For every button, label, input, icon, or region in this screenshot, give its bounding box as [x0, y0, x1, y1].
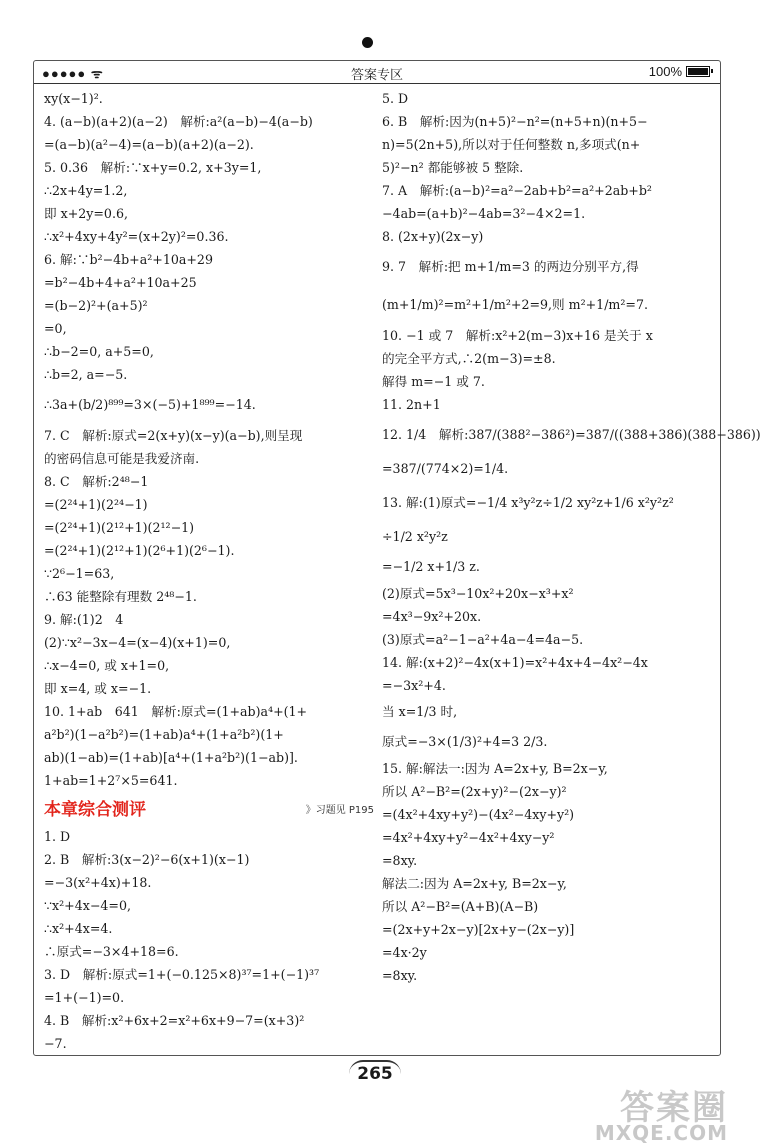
answer-line: 5. D: [382, 91, 409, 106]
signal-wifi-icon: ●●●●● ᯤ: [42, 66, 104, 81]
answer-line: ∵x²+4x−4=0,: [44, 898, 131, 913]
answer-line: 的密码信息可能是我爱济南.: [44, 451, 200, 466]
answer-line: =(2x+y+2x−y)[2x+y−(2x−y)]: [382, 922, 575, 937]
answer-line: ÷1/2 x²y²z: [382, 529, 448, 544]
answer-line: ∴b−2=0, a+5=0,: [44, 344, 154, 359]
answer-line: 6. 解:∵b²−4b+a²+10a+29: [44, 252, 213, 267]
answer-line: 15. 解:解法一:因为 A=2x+y, B=2x−y,: [382, 761, 608, 776]
answer-line: ab)(1−ab)=(1+ab)[a⁴+(1+a²b²)(1−ab)].: [44, 750, 298, 765]
answer-line: 9. 解:(1)2 4: [44, 612, 124, 627]
answer-line: 7. C 解析:原式=2(x+y)(x−y)(a−b),则呈现: [44, 428, 303, 443]
page-number-text: 265: [349, 1060, 401, 1086]
answer-line: 5)²−n² 都能够被 5 整除.: [382, 160, 524, 175]
answer-line: 6. B 解析:因为(n+5)²−n²=(n+5+n)(n+5−: [382, 114, 648, 129]
answer-line: ∴x−4=0, 或 x+1=0,: [44, 658, 170, 673]
answer-line: 所以 A²−B²=(2x+y)²−(2x−y)²: [382, 784, 567, 799]
answer-line: 原式=−3×(1/3)²+4=3 2/3.: [382, 734, 548, 749]
answer-line: 10. −1 或 7 解析:x²+2(m−3)x+16 是关于 x: [382, 328, 653, 343]
answer-line: 11. 2n+1: [382, 397, 441, 412]
status-title: 答案专区: [350, 67, 403, 82]
answer-line: =0,: [44, 321, 67, 336]
watermark-logo: [595, 1080, 728, 1145]
camera-dot: [362, 37, 373, 48]
answer-line: ∴2x+4y=1.2,: [44, 183, 128, 198]
answer-line: n)=5(2n+5),所以对于任何整数 n,多项式(n+: [382, 137, 641, 152]
watermark-line1: 答案圈: [620, 1088, 728, 1128]
answer-line: ∴x²+4x=4.: [44, 921, 113, 936]
answer-line: ∴63 能整除有理数 2⁴⁸−1.: [44, 589, 197, 604]
answer-line: =8xy.: [382, 853, 418, 868]
answer-line: 8. (2x+y)(2x−y): [382, 229, 484, 244]
answer-line: ∵2⁶−1=63,: [44, 566, 115, 581]
answer-line: =−3(x²+4x)+18.: [44, 875, 152, 890]
section-title: 本章综合测评: [44, 800, 146, 820]
answer-line: −7.: [44, 1036, 67, 1051]
answer-line: 解得 m=−1 或 7.: [382, 374, 485, 389]
answer-line: 所以 A²−B²=(A+B)(A−B): [382, 899, 539, 914]
answer-line: (2)原式=5x³−10x²+20x−x³+x²: [382, 586, 574, 601]
answer-line: =4x³−9x²+20x.: [382, 609, 482, 624]
answer-line: 的完全平方式,∴2(m−3)=±8.: [382, 351, 556, 366]
answer-line: (m+1/m)²=m²+1/m²+2=9,则 m²+1/m²=7.: [382, 297, 648, 312]
right-answer-column: [382, 87, 761, 987]
answer-line: ∴x²+4xy+4y²=(x+2y)²=0.36.: [44, 229, 229, 244]
answer-line: ∴b=2, a=−5.: [44, 367, 128, 382]
answer-line: 10. 1+ab 641 解析:原式=(1+ab)a⁴+(1+: [44, 704, 308, 719]
answer-line: 9. 7 解析:把 m+1/m=3 的两边分别平方,得: [382, 259, 639, 274]
answer-line: 即 x+2y=0.6,: [44, 206, 128, 221]
answer-line: xy(x−1)².: [44, 91, 103, 106]
answer-line: 即 x=4, 或 x=−1.: [44, 681, 152, 696]
answer-line: 4. B 解析:x²+6x+2=x²+6x+9−7=(x+3)²: [44, 1013, 305, 1028]
battery-icon: [686, 66, 710, 77]
answer-line: 13. 解:(1)原式=−1/4 x³y²z÷1/2 xy²z+1/6 x²y²z²: [382, 495, 674, 510]
answer-line: =(2²⁴+1)(2²⁴−1): [44, 497, 148, 512]
answer-line: =(2²⁴+1)(2¹²+1)(2¹²−1): [44, 520, 195, 535]
battery-percent: 100%: [648, 64, 682, 79]
answer-line: 4. (a−b)(a+2)(a−2) 解析:a²(a−b)−4(a−b): [44, 114, 313, 129]
answer-line: 1+ab=1+2⁷×5=641.: [44, 773, 178, 788]
answer-line: 5. 0.36 解析:∵x+y=0.2, x+3y=1,: [44, 160, 262, 175]
answer-line: =(4x²+4xy+y²)−(4x²−4xy+y²): [382, 807, 575, 822]
answer-line: 1. D: [44, 829, 71, 844]
watermark-line2: MXQE.COM: [594, 1121, 728, 1145]
exercise-page-ref: 》习题见 P195: [305, 805, 374, 816]
answer-line: =4x·2y: [382, 945, 427, 960]
battery-indicator: [649, 64, 710, 79]
answer-line: 解法二:因为 A=2x+y, B=2x−y,: [382, 876, 567, 891]
answer-line: =−3x²+4.: [382, 678, 446, 693]
answer-line: ∴原式=−3×4+18=6.: [44, 944, 179, 959]
answer-line: a²b²)(1−a²b²)=(1+ab)a⁴+(1+a²b²)(1+: [44, 727, 284, 742]
chapter-test-answers: [44, 825, 374, 1055]
answer-line: (2)∵x²−3x−4=(x−4)(x+1)=0,: [44, 635, 231, 650]
answer-line: ∴3a+(b/2)⁸⁹⁹=3×(−5)+1⁸⁹⁹=−14.: [44, 397, 256, 412]
answer-line: 2. B 解析:3(x−2)²−6(x+1)(x−1): [44, 852, 250, 867]
answer-line: 12. 1/4 解析:387/(388²−386²)=387/((388+386)(388−386)): [382, 427, 761, 442]
answer-line: 14. 解:(x+2)²−4x(x+1)=x²+4x+4−4x²−4x: [382, 655, 648, 670]
chapter-test-header: [44, 795, 374, 823]
answer-line: =(a−b)(a²−4)=(a−b)(a+2)(a−2).: [44, 137, 254, 152]
answer-line: =(2²⁴+1)(2¹²+1)(2⁶+1)(2⁶−1).: [44, 543, 235, 558]
answer-line: =387/(774×2)=1/4.: [382, 461, 509, 476]
answer-line: =−1/2 x+1/3 z.: [382, 559, 480, 574]
answer-line: =b²−4b+4+a²+10a+25: [44, 275, 197, 290]
tablet-frame: [33, 60, 761, 1056]
answer-line: 7. A 解析:(a−b)²=a²−2ab+b²=a²+2ab+b²: [382, 183, 652, 198]
left-answer-column: [44, 87, 374, 792]
answer-line: (3)原式=a²−1−a²+4a−4=4a−5.: [382, 632, 584, 647]
answer-line: =1+(−1)=0.: [44, 990, 125, 1005]
answer-line: −4ab=(a+b)²−4ab=3²−4×2=1.: [382, 206, 586, 221]
status-bar: [34, 61, 720, 84]
answer-line: =4x²+4xy+y²−4x²+4xy−y²: [382, 830, 555, 845]
answer-line: =(b−2)²+(a+5)²: [44, 298, 148, 313]
answer-line: =8xy.: [382, 968, 418, 983]
answer-line: 8. C 解析:2⁴⁸−1: [44, 474, 149, 489]
answer-line: 3. D 解析:原式=1+(−0.125×8)³⁷=1+(−1)³⁷: [44, 967, 320, 982]
answer-line: 当 x=1/3 时,: [382, 704, 458, 719]
